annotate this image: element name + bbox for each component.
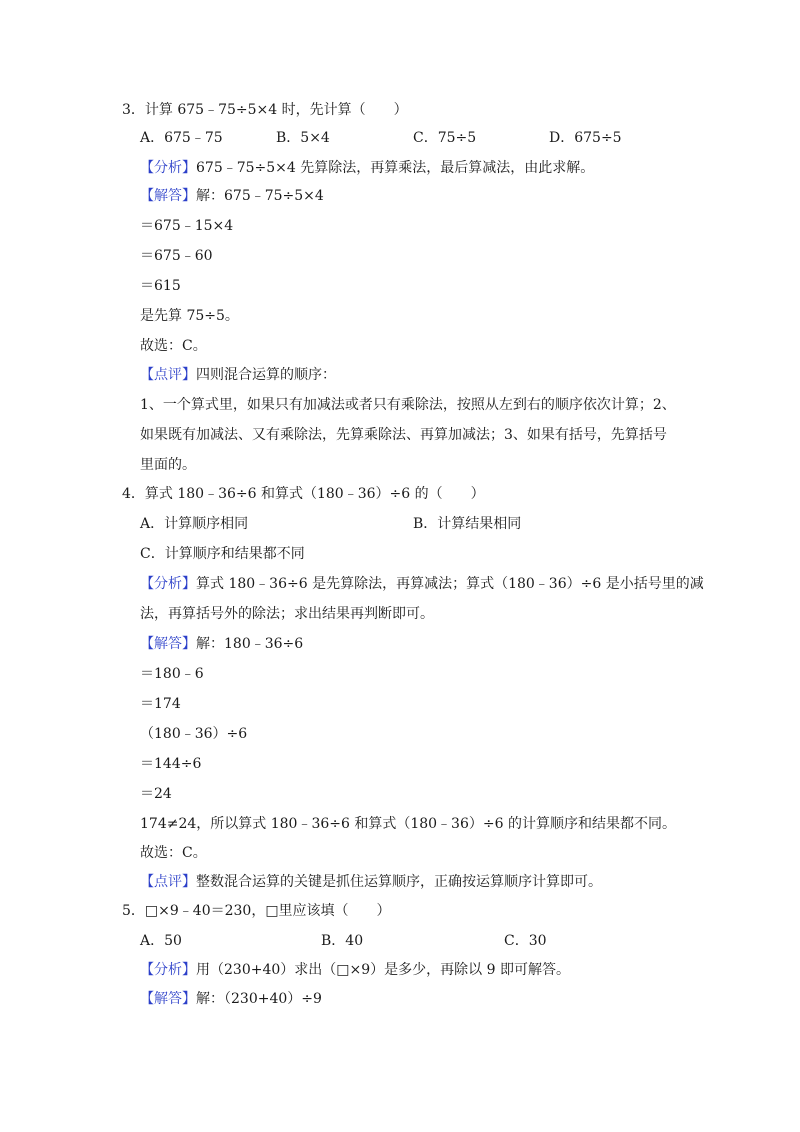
question-text: 算式 180﹣36÷6 和算式（180﹣36）÷6 的（ ）: [144, 486, 485, 502]
q5-option-a: A．50: [140, 933, 182, 949]
question-number: 5．: [122, 903, 145, 919]
comment-text: 整数混合运算的关键是抓住运算顺序，正确按运算顺序计算即可。: [196, 874, 602, 890]
q4-step-7: 故选：C。: [140, 845, 207, 861]
q4-step-1: ＝180﹣6: [140, 666, 204, 682]
q3-option-c: C．75÷5: [413, 130, 477, 146]
q4-answer: [140, 634, 303, 654]
q3-option-a: A．675﹣75: [140, 130, 223, 146]
q5-option-c: C．30: [504, 933, 547, 949]
analysis-tag: 【分析】: [140, 962, 196, 978]
q5-analysis: [140, 960, 570, 980]
q3-answer: [140, 186, 324, 206]
q3-step-3: ＝615: [140, 278, 181, 294]
q5-answer: [140, 989, 322, 1009]
question-3-stem: [122, 100, 408, 120]
q4-comment: [140, 872, 602, 892]
comment-text: 四则混合运算的顺序：: [196, 367, 336, 383]
q5-option-b: B．40: [321, 933, 364, 949]
q3-step-1: ＝675﹣15×4: [140, 218, 234, 234]
q4-analysis-cont: 法，再算括号外的除法；求出结果再判断即可。: [140, 606, 434, 622]
answer-text: 解：180﹣36÷6: [196, 636, 304, 652]
q4-option-a: A．计算顺序相同: [140, 516, 249, 532]
q3-option-d: D．675÷5: [549, 130, 622, 146]
question-text: □×9﹣40＝230，□里应该填（ ）: [144, 903, 391, 919]
q3-analysis: [140, 158, 594, 178]
q4-option-b: B．计算结果相同: [413, 516, 522, 532]
q3-comment: [140, 365, 336, 385]
analysis-text: 675﹣75÷5×4 先算除法，再算乘法，最后算减法，由此求解。: [196, 160, 595, 176]
analysis-text: 算式 180﹣36÷6 是先算除法，再算减法；算式（180﹣36）÷6 是小括号里的减: [196, 576, 704, 592]
q3-comment-line-2: 如果既有加减法、又有乘除法，先算乘除法、再算加减法；3、如果有括号，先算括号: [140, 427, 667, 443]
analysis-tag: 【分析】: [140, 160, 196, 176]
answer-tag: 【解答】: [140, 636, 196, 652]
question-text: 计算 675﹣75÷5×4 时，先计算（ ）: [144, 102, 408, 118]
question-5-stem: [122, 901, 391, 921]
answer-text: 解：（230+40）÷9: [196, 991, 322, 1007]
q4-step-3: （180﹣36）÷6: [140, 726, 248, 742]
q4-analysis: [140, 574, 704, 594]
comment-tag: 【点评】: [140, 874, 196, 890]
answer-tag: 【解答】: [140, 188, 196, 204]
q3-option-b: B．5×4: [276, 130, 330, 146]
q4-option-c: C．计算顺序和结果都不同: [140, 546, 305, 562]
answer-tag: 【解答】: [140, 991, 196, 1007]
question-number: 4．: [122, 486, 145, 502]
q3-comment-line-3: 里面的。: [140, 457, 196, 473]
q3-step-2: ＝675﹣60: [140, 248, 213, 264]
q4-step-2: ＝174: [140, 696, 181, 712]
analysis-tag: 【分析】: [140, 576, 196, 592]
question-4-stem: [122, 484, 485, 504]
comment-tag: 【点评】: [140, 367, 196, 383]
q3-step-4: 是先算 75÷5。: [140, 308, 239, 324]
analysis-text: 用（230+40）求出（□×9）是多少，再除以 9 即可解答。: [196, 962, 570, 978]
q3-comment-line-1: 1、一个算式里，如果只有加减法或者只有乘除法，按照从左到右的顺序依次计算；2、: [140, 397, 676, 413]
q4-step-4: ＝144÷6: [140, 756, 202, 772]
question-number: 3．: [122, 102, 145, 118]
q4-step-6: 174≠24，所以算式 180﹣36÷6 和算式（180﹣36）÷6 的计算顺序和结果都不同。: [140, 816, 676, 832]
q4-step-5: ＝24: [140, 786, 172, 802]
answer-text: 解：675﹣75÷5×4: [196, 188, 324, 204]
q3-step-5: 故选：C。: [140, 338, 207, 354]
